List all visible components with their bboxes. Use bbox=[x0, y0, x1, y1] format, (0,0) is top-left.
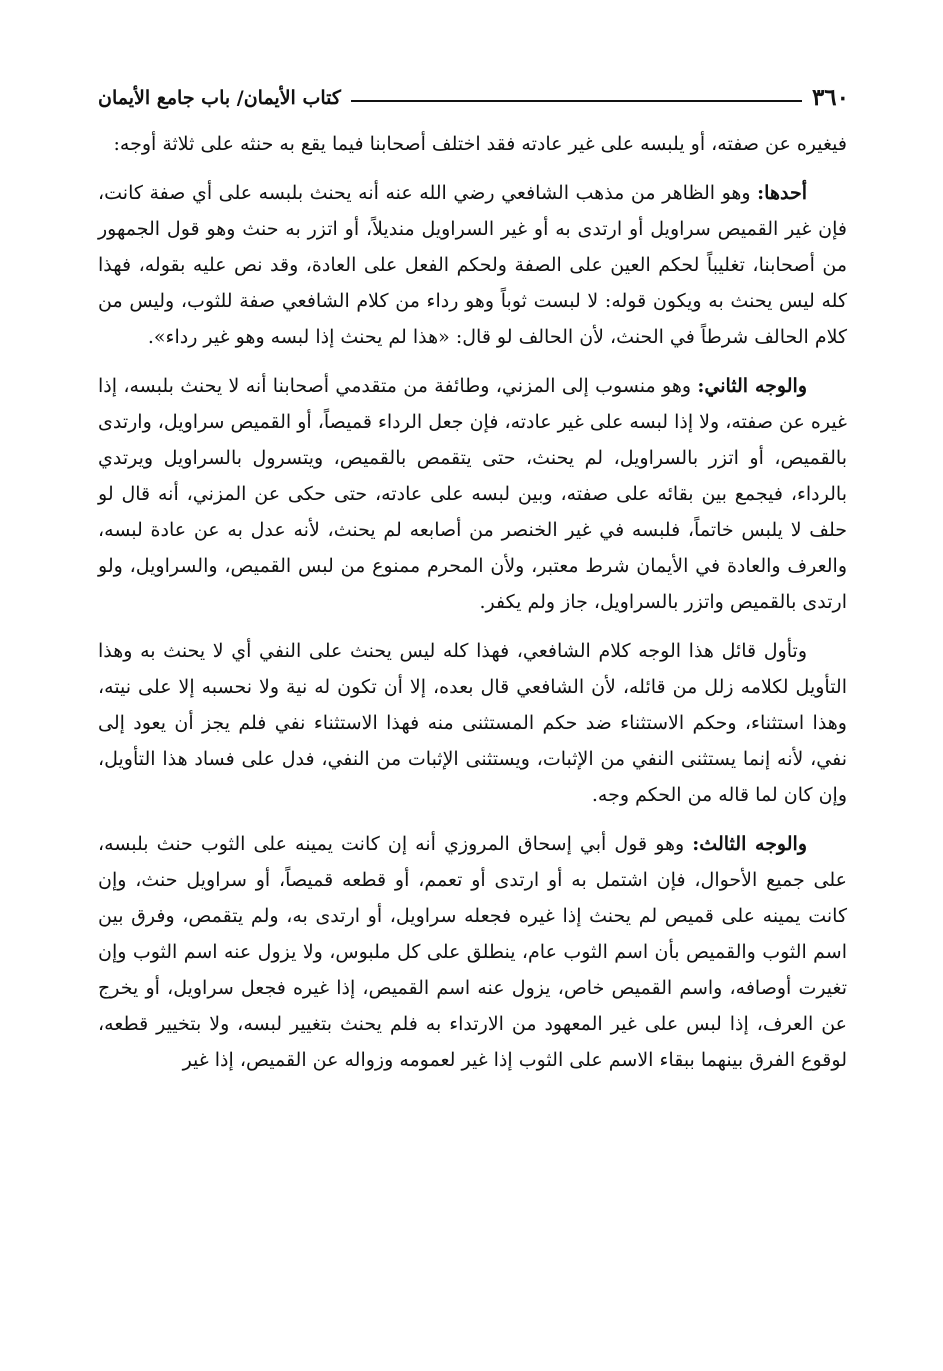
paragraph bbox=[98, 633, 847, 813]
section-label: أحدها: bbox=[757, 182, 807, 204]
paragraph bbox=[98, 368, 847, 620]
paragraph-text: وهو قول أبي إسحاق المروزي أنه إن كانت يمينه على الثوب حنث بلبسه، على جميع الأحوال، فإن اشتمل به أو ارتدى أو تعمم، أو قطعه قميصاً، أو سراويل حنث، وإن كانت يمينه على قميص لم يحنث إذا غيره فجعله سراويل، أو ارتدى به، ولم يتقمص، وفرق بين اسم الثوب والقميص بأن اسم الثوب عام، ينطلق على كل ملبوس، ولا يزول عنه اسم الثوب وإن تغيرت أوصافه، واسم القميص خاص، يزول عنه اسم القميص، إذا غيره فجعل سراويل، أو يخرج عن العرف، إذا لبس على غير المعهود من الارتداء به فلم يحنث بتغيير لبسه، ولا بتخيير قطعه، لوقوع الفرق بينهما ببقاء الاسم على الثوب إذا غير لعمومه وزواله عن القميص، إذا غير bbox=[98, 833, 847, 1071]
page-header bbox=[98, 72, 849, 112]
paragraph bbox=[98, 126, 847, 162]
section-label: والوجه الثاني: bbox=[697, 375, 807, 397]
paragraph-text: وهو الظاهر من مذهب الشافعي رضي الله عنه أنه يحنث بلبسه على أي صفة كانت، فإن غير القميص سراويل أو ارتدى به أو غير السراويل منديلاً، أو اتزر به حنث وهو قول الجمهور من أصحابنا، تغليباً لحكم العين على الصفة ولحكم الفعل على العادة، وقد نص عليه بقوله، فهذا كله ليس يحنث به ويكون قوله: لا لبست ثوباً وهو رداء من كلام الشافعي صفة للثوب، وليس من كلام الحالف شرطاً في الحنث، لأن الحالف لو قال: «هذا لم يحنث إذا لبسه وهو غير رداء». bbox=[98, 182, 847, 348]
running-title: كتاب الأيمان/ باب جامع الأيمان bbox=[98, 87, 341, 109]
paragraph-text: وتأول قائل هذا الوجه كلام الشافعي، فهذا كله ليس يحنث على النفي أي لا يحنث به وهذا التأويل لكلامه زلل من قائله، لأن الشافعي قال بعده، إلا أن تكون له نية ولا نحسبه إلا على نيته، وهذا استثناء، وحكم الاستثناء ضد حكم المستثنى منه فهذا الاستثناء نفي فلم يجز أن يعود إلى نفي، لأنه إنما يستثنى النفي من الإثبات، ويستثنى الإثبات من النفي، فدل على فساد هذا التأويل، وإن كان لما قاله من الحكم وجه. bbox=[98, 640, 847, 806]
header-rule bbox=[351, 100, 802, 102]
paragraph bbox=[98, 826, 847, 1078]
paragraph-text: وهو منسوب إلى المزني، وطائفة من متقدمي أصحابنا أنه لا يحنث بلبسه، إذا غيره عن صفته، ولا إذا لبسه على غير عادته، فإن جعل الرداء قميصاً، أو القميص سراويل، وارتدى بالقميص، أو اتزر بالسراويل، لم يحنث، حتى يتقمص بالقميص، ويتسرول بالسراويل ويرتدي بالرداء، فيجمع بين بقائه على صفته، وبين لبسه على عادته، حتى حكى عن المزني، أنه قال لو حلف لا يلبس خاتماً، فلبسه في غير الخنصر من أصابعه لم يحنث، لأنه عدل به عن عادة لبسه، والعرف والعادة في الأيمان شرط معتبر، ولأن المحرم ممنوع من لبس القميص، والسراويل، ولو ارتدى بالقميص واتزر بالسراويل، جاز ولم يكفر. bbox=[98, 375, 847, 613]
page-number: ٣٦٠ bbox=[811, 84, 849, 111]
section-label: والوجه الثالث: bbox=[692, 833, 807, 855]
paragraph bbox=[98, 175, 847, 355]
paragraph-text: فيغيره عن صفته، أو يلبسه على غير عادته فقد اختلف أصحابنا فيما يقع به حنثه على ثلاثة أوجه: bbox=[113, 133, 847, 155]
body-text bbox=[98, 126, 847, 1091]
